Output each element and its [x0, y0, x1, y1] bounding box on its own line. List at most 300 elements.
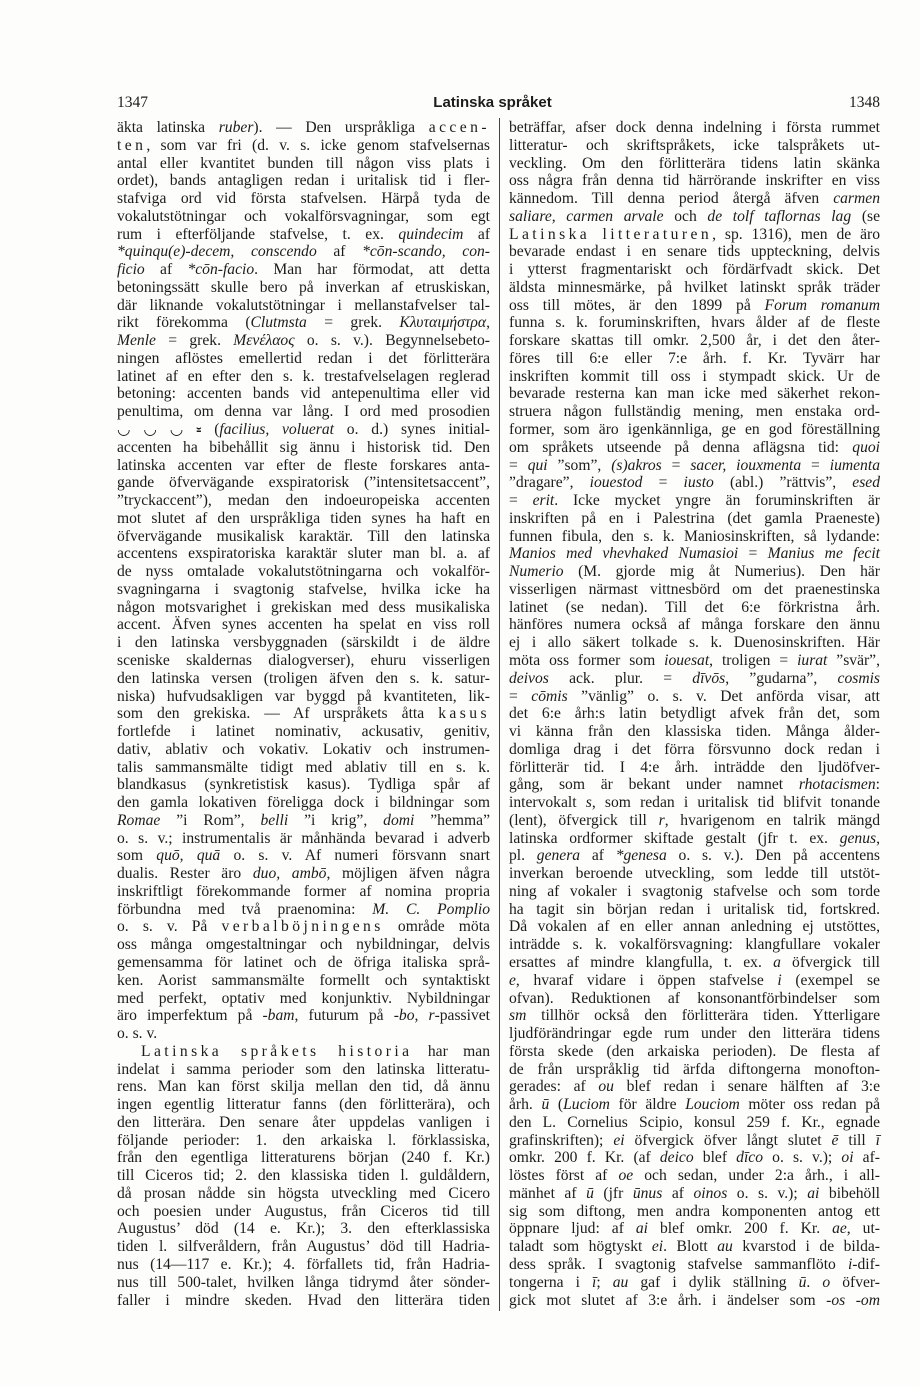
text-line: ningen aflöstes emellertid redan i det förlitterära: [117, 349, 490, 367]
text-line: då prosan nådde sin högsta utveckling med Cicero: [117, 1184, 490, 1202]
text-run: möta oss former som: [509, 651, 665, 669]
text-line: den L. Cornelius Scipio, konsul 259 f. Kr., egnade: [509, 1113, 880, 1131]
italic-text: -bam: [262, 1007, 295, 1025]
text-line: [117, 865, 490, 883]
text-line: o. s. v.; instrumentalis är månhända bevarad i adverb: [117, 829, 490, 847]
italic-text: -bo, r: [393, 1007, 435, 1025]
text-run: öfvergick till: [780, 953, 881, 971]
text-line: [117, 421, 490, 439]
text-line: svagningarna i svagtonig stafvelse, hvilka icke ha: [117, 580, 490, 598]
text-line: mot slutet af den urspråkliga tiden synes ha haft en: [117, 509, 490, 527]
text-line: [509, 208, 880, 226]
column-divider: [499, 118, 500, 1311]
text-line: domliga drag i det förra försvunno dock redan i: [509, 740, 880, 758]
text-run: , hvaraf vidare i öppen stafvelse: [515, 971, 778, 989]
text-line: accent. Äfven synes accenten ha spelat en viss roll: [117, 616, 490, 634]
text-line: till Ciceros tid; 2. den klassiska tiden l. guldåldern,: [117, 1167, 490, 1185]
text-run: . Man har förmodat, att detta: [254, 261, 490, 279]
text-run: som: [117, 847, 157, 865]
text-line: [117, 1043, 490, 1061]
italic-text: cōmis: [531, 687, 568, 705]
text-run: dess språk. I svagtonig stafvelse sammanflöto: [509, 1256, 848, 1273]
text-run: årh.: [509, 1096, 542, 1114]
text-line: ej i allo säkert tolkade s. k. Duenosinskriften. Här: [509, 634, 880, 652]
text-line: [509, 652, 880, 670]
italic-text: de tolf taflornas lag: [707, 207, 852, 225]
text-run: , som var fri (d. v. s. icke genom stafvelsernas: [146, 136, 490, 154]
text-run: , futurum på: [294, 1007, 394, 1025]
text-run: , sp. 1316), men de äro: [712, 225, 880, 243]
text-run: ack. plur. =: [548, 669, 693, 687]
text-line: ofvan). Reduktionen af konsonantförbindelser som: [509, 989, 880, 1007]
text-run: ”vänlig” o. s. v. Det anförda visar, att: [567, 687, 880, 705]
text-line: [509, 1292, 880, 1310]
italic-text: *genesa: [615, 847, 667, 865]
italic-text: ruber: [218, 119, 254, 136]
text-line: [509, 794, 880, 812]
text-run: ”dragare”,: [509, 474, 590, 492]
italic-text: qui: [527, 456, 548, 474]
text-run: ”hemma”: [414, 811, 490, 829]
text-run: =: [509, 456, 528, 474]
running-title: Latinska språket: [433, 94, 552, 111]
paragraph: [117, 1043, 490, 1309]
text-run: oss till mötes, är den 1899 på: [509, 296, 765, 314]
text-run: äro imperfektum på: [117, 1007, 263, 1025]
italic-text: au: [612, 1273, 629, 1291]
text-line: [509, 776, 880, 794]
text-line: talis sammansmälte tidigt med ablativ till en s. k.: [117, 758, 490, 776]
text-line: [117, 314, 490, 332]
text-line: inträdde s. k. vokalförsvagning: klangfullare vokaler: [509, 936, 880, 954]
italic-text: Κλυταιμήστρα: [399, 314, 487, 332]
text-line: [509, 474, 880, 492]
text-line: ljudförändringar egde rum under den litterära tidens: [509, 1025, 880, 1043]
text-line: forskare skattas till omkr. 2,500 år, i det den åter-: [509, 332, 880, 350]
text-line: o. s. v.: [117, 1025, 158, 1043]
italic-text: ī: [592, 1273, 597, 1291]
italic-text: a: [773, 953, 781, 971]
text-run: ,: [876, 829, 880, 847]
text-line: [509, 1096, 880, 1114]
italic-text: e: [509, 971, 516, 989]
text-run: =: [661, 456, 691, 474]
text-run: af: [580, 847, 616, 865]
text-run: af: [316, 243, 363, 261]
text-line: betoningssätt skulle bero på inverkan af etruskiskan,: [117, 278, 490, 296]
text-line: [509, 1220, 880, 1238]
text-run: gerades: af: [509, 1078, 599, 1096]
italic-text: sacer, iouxmenta: [690, 456, 802, 474]
text-run: om språkets utseende på denna aflägsna tid:: [509, 438, 853, 456]
italic-text: iouestod: [589, 474, 643, 492]
text-run: gaf i dylik ställning: [628, 1273, 799, 1291]
text-line: hänföres numera också af många forskare den ännu: [509, 616, 880, 634]
text-line: tiden l. silfveråldern, från Augustus’ död till Hadria-: [117, 1238, 490, 1256]
italic-text: ai: [807, 1184, 820, 1202]
text-run: ”svär”,: [827, 651, 881, 669]
text-run: =: [509, 492, 533, 510]
text-run: gick mot slutet af 3:e årh. i ändelser som: [509, 1291, 827, 1309]
text-run: har man: [412, 1042, 490, 1060]
italic-text: domi: [383, 811, 415, 829]
text-run: rum i efterföljande stafvelse, t. ex.: [117, 225, 399, 243]
italic-text: ei: [651, 1238, 664, 1256]
text-run: (M. gjorde mig åt Numerius). Den här: [563, 563, 880, 581]
text-line: [509, 1238, 880, 1256]
italic-text: s: [585, 794, 592, 812]
text-line: gemensamma för latinet och de öfriga italiska språ-: [117, 953, 490, 971]
italic-text: ai: [635, 1220, 649, 1238]
italic-text: *cōn-facio: [187, 261, 255, 279]
text-line: den gamla lokativen föreligga dock i bildningar som: [117, 794, 490, 812]
text-line: [509, 1256, 880, 1274]
italic-text: Manios med vhevhaked Numasioi: [509, 545, 739, 563]
text-run: ersattes af mindre klangfulla, t. ex.: [509, 953, 774, 971]
text-line: äldsta minnesmärke, på hvilket latinskt språk träder: [509, 278, 880, 296]
text-line: [117, 119, 490, 137]
italic-text: i: [777, 971, 782, 989]
text-run: =: [509, 687, 532, 705]
text-line: [509, 688, 880, 706]
text-line: [117, 332, 490, 350]
text-line: niska) hufvudsakligen var byggd på kvantiteten, lik-: [117, 687, 490, 705]
text-line: [509, 190, 880, 208]
text-line: [509, 545, 880, 563]
text-run: (jfr: [593, 1184, 633, 1202]
text-run: pl.: [509, 847, 537, 865]
text-run: = grek.: [306, 314, 400, 332]
italic-text: r: [658, 811, 665, 829]
text-line: ingen egentlig litteratur fanns (den förlitterära), och: [117, 1096, 490, 1114]
text-line: [509, 954, 880, 972]
italic-text: ou: [598, 1078, 614, 1096]
text-line: [117, 705, 490, 723]
text-line: [509, 1007, 880, 1025]
text-run: o. s. v.). Begynnelsebeto-: [294, 332, 490, 350]
italic-text: ū: [798, 1273, 807, 1291]
text-line: och poesien under Augustus, från Ciceros tid till: [117, 1202, 490, 1220]
text-line: inskriftligt förekommande former af nomina propria: [117, 882, 490, 900]
italic-text: *quinqu(e)-decem, conscendo: [117, 243, 317, 261]
text-run: af: [662, 1184, 694, 1202]
text-run: blef omkr. 200 f. Kr.: [648, 1220, 833, 1238]
text-line: penultima, om denna var lång. I ord med prosodien: [117, 403, 490, 421]
text-line: det 6:e årh:s latin betydligt afvek från det, som: [509, 705, 880, 723]
italic-text: quō, quā: [156, 847, 221, 865]
italic-text: M. C. Pomplio: [372, 900, 490, 918]
italic-text: dīco: [736, 1149, 764, 1167]
text-run: af: [144, 261, 188, 279]
text-line: inskriften på en i Palestrina (det gamla Praeneste): [509, 509, 880, 527]
text-run: kännedom. Till denna period återgå äfven: [509, 190, 834, 208]
italic-text: cosmis: [837, 669, 880, 687]
text-run: af: [463, 225, 491, 243]
text-run: , ”gudarna”,: [725, 669, 838, 687]
italic-text: ū: [541, 1096, 550, 1114]
text-run: (abl.) ”rättvis”,: [713, 474, 853, 492]
text-run: , ut-: [846, 1220, 880, 1238]
text-run: dualis. Rester äro: [117, 865, 253, 883]
text-run: o. s. v. På: [117, 918, 222, 936]
text-run: gång, som är bekant under namnet: [509, 776, 799, 794]
spaced-text: kasus: [438, 705, 490, 723]
text-line: ”tryckaccent”), medan den indoeuropeiska accenten: [117, 492, 490, 510]
italic-text: Numerio: [509, 563, 564, 581]
text-line: former, som äro igenkännliga, ge en god föreställning: [509, 421, 880, 439]
text-run: för äldre: [609, 1096, 686, 1114]
text-line: i ytterst fragmentariskt och fördärfvadt skick. Det: [509, 261, 880, 279]
text-run: blef redan i senare hälften af 3:e: [613, 1078, 880, 1096]
text-line: vokalutstötningar och vokalförsvagningar, som egt: [117, 207, 490, 225]
italic-text: quoi: [852, 438, 880, 456]
text-line: [117, 1007, 490, 1025]
text-line: accentens exspiratoriska karaktär sluter man bl. a. af: [117, 545, 490, 563]
text-line: struera någon fullständig mening, men enstaka ord-: [509, 403, 880, 421]
text-line: den latinska versen (troligen äfven den s. k. satur-: [117, 669, 490, 687]
text-line: [509, 563, 880, 581]
italic-text: Louciom: [685, 1096, 740, 1114]
text-run: omkr. 200 f. Kr. (af: [509, 1149, 660, 1167]
text-line: öfvervägande musikalisk karaktär. Till den latinska: [117, 527, 490, 545]
text-run: löstes först af: [509, 1167, 619, 1185]
italic-text: iurat: [797, 651, 828, 669]
text-run: (lent), öfvergick till: [509, 811, 659, 829]
text-run: ). — Den urspråkliga: [253, 119, 429, 136]
text-line: [117, 261, 490, 279]
text-line: från den egentliga litteraturens början (240 f. Kr.): [117, 1149, 490, 1167]
italic-text: iouesat: [664, 651, 710, 669]
text-run: tillhör också den förlitterära tiden. Ytterligare: [526, 1007, 880, 1025]
text-line: [509, 1078, 880, 1096]
italic-text: genus: [839, 829, 877, 847]
text-line: bevarade endast i en senare tids uppteckning, delvis: [509, 243, 880, 261]
spaced-text: Latinska litteraturen: [509, 225, 713, 243]
text-line: [509, 1132, 880, 1150]
text-line: fortlefde i latinet nominativ, ackusativ, genitiv,: [117, 723, 490, 741]
text-line: beträffar, afser dock denna indelning i första rummet: [509, 119, 880, 136]
text-run: o. d.) synes initial-: [333, 421, 490, 439]
italic-text: oinos: [693, 1184, 728, 1202]
text-run: =: [801, 456, 830, 474]
text-line: stafviga ord vid första stafvelsen. Härpå tyda de: [117, 190, 490, 208]
text-run: möter oss redan på: [739, 1096, 881, 1114]
italic-text: Clutmsta: [250, 314, 307, 332]
text-run: (exempel se: [781, 971, 880, 989]
text-line: faller i mindre skeden. Hvad den litterära tiden: [117, 1291, 490, 1309]
text-run: ;: [596, 1273, 613, 1291]
text-line: [509, 972, 880, 990]
text-line: latinet af en efter den s. k. trestafvelselagen reglerad: [117, 367, 490, 385]
italic-text: ae: [832, 1220, 847, 1238]
italic-text: saliare, carmen arvale: [509, 207, 664, 225]
text-line: latinet (se nedan). Till det 6:e förkristna årh.: [509, 598, 880, 616]
text-run: bibehöll: [819, 1184, 881, 1202]
page-number-left: 1347: [117, 94, 148, 111]
italic-text: iumenta: [829, 456, 880, 474]
text-line: [509, 297, 880, 315]
text-line: [509, 226, 880, 244]
text-run: ◡ ◡ ◡ ⏓ (: [117, 421, 220, 439]
italic-text: Luciom: [563, 1096, 610, 1114]
text-line: den litterära. Den senare åter uppdelas vanligen i: [117, 1113, 490, 1131]
italic-text: facilius, voluerat: [219, 421, 334, 439]
text-line: oss många omgestaltningar och nybildningar, delvis: [117, 936, 490, 954]
paragraph: [117, 119, 490, 1043]
text-line: föres till 6:e eller 7:e årh. f. Kr. Tyvärr har: [509, 349, 880, 367]
text-line: de nyss omtalade vokalutstötningarna och vokalför-: [117, 563, 490, 581]
text-run: till: [838, 1131, 876, 1149]
text-line: ning af vokaler i svagtonig stafvelse och som torde: [509, 882, 880, 900]
text-line: nus till 500-talet, hvilken långa tidrymd åter sönder-: [117, 1273, 490, 1291]
italic-text: deivos: [509, 669, 549, 687]
text-run: , hvarigenom en talrik mängd: [664, 811, 880, 829]
text-run: öfvergick öfver långt slutet: [624, 1131, 832, 1149]
text-run: som den grekiska. — Af urspråkets åtta: [117, 705, 439, 723]
text-run: o. s. v.). Den på accentens: [666, 847, 880, 865]
text-line: [117, 243, 490, 261]
text-run: = grek.: [155, 332, 234, 350]
text-line: [509, 1149, 880, 1167]
italic-text: quindecim: [398, 225, 464, 243]
italic-text: belli: [260, 811, 289, 829]
text-line: vi känna från den klassiska tiden. Många ålder-: [509, 723, 880, 741]
text-run: ,: [486, 314, 490, 332]
text-line: sceniske skaldernas dialogverser), ehuru visserligen: [117, 651, 490, 669]
italic-text: o: [822, 1273, 831, 1291]
text-line: [509, 439, 880, 457]
text-run: rikt förekomma (: [117, 314, 251, 332]
italic-text: (s)akros: [611, 456, 662, 474]
italic-text: dīvōs: [692, 669, 726, 687]
italic-text: ī: [875, 1131, 880, 1149]
text-line: nus (14—117 e. Kr.); 4. förfallets tid, från Hadria-: [117, 1256, 490, 1273]
italic-text: Μενέλαος: [233, 332, 295, 350]
text-run: intervokalt: [509, 794, 586, 812]
text-line: [117, 812, 490, 830]
paragraph: [509, 119, 880, 1309]
text-run: ”som”,: [547, 456, 612, 474]
text-line: ken. Aorist sammansmälte formellt och syntaktiskt: [117, 971, 490, 989]
text-run: ”i krig”,: [288, 811, 384, 829]
text-run: mänhet af: [509, 1184, 587, 1202]
left-column: [117, 119, 490, 1309]
text-run: latinska ordformer skiftade gestalt (jfr t. ex.: [509, 829, 840, 847]
text-line: inskriften kommit till oss i stympadt skick. Ur de: [509, 367, 880, 385]
italic-text: ē: [831, 1131, 839, 1149]
spaced-text: Latinska språkets historia: [141, 1042, 413, 1060]
text-line: sig som diftong, men andra komponenten antog ett: [509, 1202, 880, 1220]
italic-text: rhotacismen: [798, 776, 876, 794]
italic-text: Manius me fecit: [767, 545, 880, 563]
text-line: någon motsvarighet i grekiskan med dess musikaliska: [117, 598, 490, 616]
text-line: accenten ha bibehållit sig ännu i historisk tid. Den: [117, 438, 490, 456]
text-run: (se: [851, 207, 880, 225]
text-line: litteratur- och skriftspråkets, icke talspråkets ut-: [509, 136, 880, 154]
text-run: och: [663, 207, 708, 225]
text-line: blandkasus (synkretistisk kasus). Tydliga spår af: [117, 776, 490, 794]
text-line: visserligen närmast vittnesbörd om det praenestinska: [509, 580, 880, 598]
italic-text: erit: [532, 492, 555, 510]
text-line: ha tagit sin början redan i uritalisk tid, fortskred.: [509, 900, 880, 918]
text-line: följande perioder: 1. den arkaiska l. förklassiska,: [117, 1131, 490, 1149]
text-run: :: [875, 776, 880, 794]
text-run: -passivet: [434, 1007, 490, 1025]
text-line: första skede (den arkaiska perioden). De flesta af: [509, 1042, 880, 1060]
italic-text: sm: [509, 1007, 527, 1025]
italic-text: Menle: [117, 332, 156, 350]
italic-text: duo, ambō: [252, 865, 327, 883]
text-run: område möta: [383, 918, 490, 936]
text-line: [117, 847, 490, 865]
italic-text: ūnus: [632, 1184, 663, 1202]
text-line: där liknande vokalutstötningar i mellanstafvelser tal-: [117, 296, 490, 314]
italic-text: iusto: [683, 474, 714, 492]
text-line: rens. Man kan först skilja mellan den tid, då ännu: [117, 1078, 490, 1096]
italic-text: genera: [536, 847, 581, 865]
text-line: [509, 1167, 880, 1185]
text-line: [509, 812, 880, 830]
text-run: förbundna med två praenomina:: [117, 900, 373, 918]
spaced-text: ten: [117, 136, 147, 154]
text-run: af-: [853, 1149, 880, 1167]
text-line: [509, 847, 880, 865]
italic-text: -os -om: [826, 1291, 880, 1309]
text-line: [117, 226, 490, 244]
text-run: tongerna i: [509, 1273, 592, 1291]
text-run: öppnare ljud: af: [509, 1220, 636, 1238]
text-line: de från urspråklig tid ärfda diftongerna monofton-: [509, 1060, 880, 1078]
italic-text: Romae: [117, 811, 161, 829]
text-line: [509, 492, 880, 510]
spaced-text: verbalböjningens: [221, 918, 384, 936]
text-line: latinska accenten var efter de fleste forskares anta-: [117, 456, 490, 474]
text-run: .: [806, 1273, 823, 1291]
text-line: [117, 918, 490, 936]
text-line: [509, 457, 880, 475]
text-run: blef: [693, 1149, 737, 1167]
text-line: med perfekt, optativ med konjunktiv. Nybildningar: [117, 989, 490, 1007]
text-run: äkta latinska: [117, 119, 219, 136]
text-run: , möjligen äfven några: [326, 865, 491, 883]
text-line: funna s. k. foruminskriften, hvars ålder af de fleste: [509, 314, 880, 332]
italic-text: oe: [618, 1167, 634, 1185]
text-line: betoning: accenten bands vid antepenultima eller vid: [117, 385, 490, 403]
text-run: -dif-: [852, 1256, 880, 1273]
text-line: [509, 830, 880, 848]
text-line: indelat i samma perioder som den latinska litteratu-: [117, 1060, 490, 1078]
italic-text: *cōn-scando, con-: [362, 243, 490, 261]
right-column: [509, 119, 880, 1309]
text-line: ordet), bands antagligen redan i uritalisk tid i fler-: [117, 172, 490, 190]
text-run: , troligen =: [709, 651, 798, 669]
italic-text: carmen: [833, 190, 880, 208]
text-line: dativ, ablativ och vokativ. Lokativ och instrumen-: [117, 740, 490, 758]
text-line: i den latinska versbyggnaden (särskildt i de äldre: [117, 634, 490, 652]
italic-text: ficio: [117, 261, 145, 279]
text-line: [117, 137, 490, 155]
italic-text: Forum romanum: [764, 296, 880, 314]
text-line: Augustus’ död (14 e. Kr.); 3. den efterklassiska: [117, 1220, 490, 1238]
text-line: Då vokalen af en eller annan anledning ej utstöttes,: [509, 918, 880, 936]
text-line: förlitterär tid. I 4:e årh. inträdde den ljudöfver-: [509, 758, 880, 776]
text-run: , som redan i uritalisk tid blifvit tonande: [591, 794, 880, 812]
text-line: antal eller kvantitet bunden till någon viss plats i: [117, 154, 490, 172]
text-line: [509, 1274, 880, 1292]
italic-text: esed: [852, 474, 881, 492]
text-line: bevarade resterna kan man icke med säkerhet rekon-: [509, 385, 880, 403]
text-run: =: [642, 474, 684, 492]
